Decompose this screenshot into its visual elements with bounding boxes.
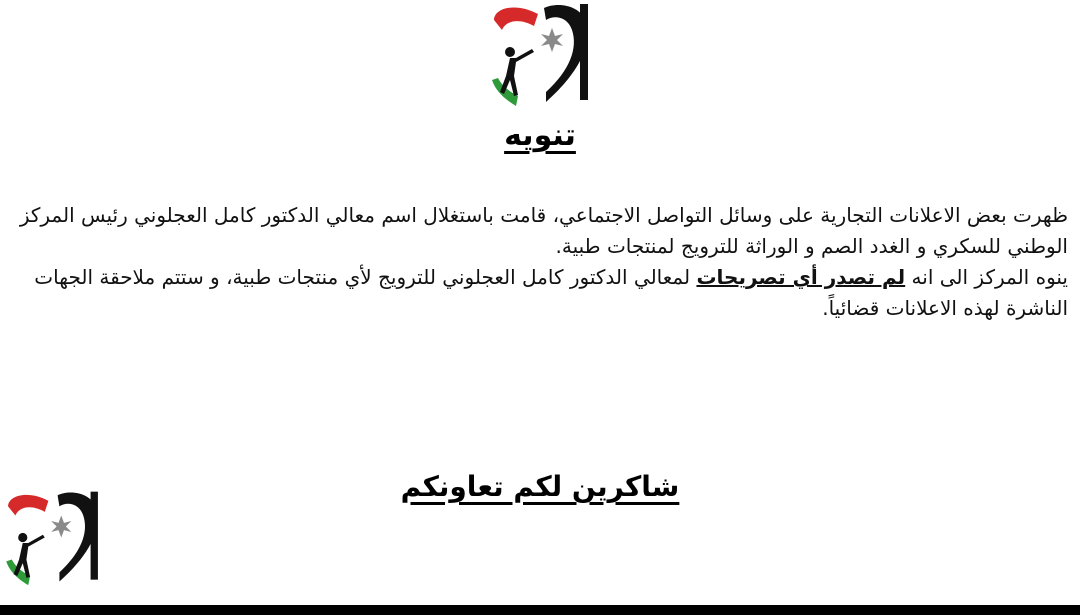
- bottom-border: [0, 605, 1080, 615]
- notice-paragraph-2-start: ينوه المركز الى انه: [905, 265, 1068, 289]
- notice-paragraph-1: ظهرت بعض الاعلانات التجارية على وسائل التواصل الاجتماعي، قامت باستغلال اسم معالي الدكتور كامل العجلوني رئيس المركز الوطني للسكري و الغدد الصم و الوراثة للترويج لمنتجات طبية.: [19, 203, 1068, 258]
- notice-title-text: تنويه: [504, 118, 576, 153]
- notice-paragraph-2-end: لمعالي الدكتور كامل العجلوني للترويج لأي منتجات طبية، و ستتم ملاحقة الجهات الناشرة لهذه الاعلانات قضائياً.: [34, 265, 1068, 320]
- thanks-line: [0, 470, 1080, 503]
- notice-paragraph-2: [10, 262, 1068, 324]
- jordan-heart-emblem-icon: [0, 488, 106, 598]
- jordan-heart-emblem-icon: [486, 0, 592, 120]
- notice-emphasis: لم تصدر أي تصريحات: [696, 265, 906, 289]
- notice-body: [10, 200, 1068, 324]
- thanks-text: شاكرين لكم تعاونكم: [400, 470, 680, 503]
- notice-title: [0, 118, 1080, 153]
